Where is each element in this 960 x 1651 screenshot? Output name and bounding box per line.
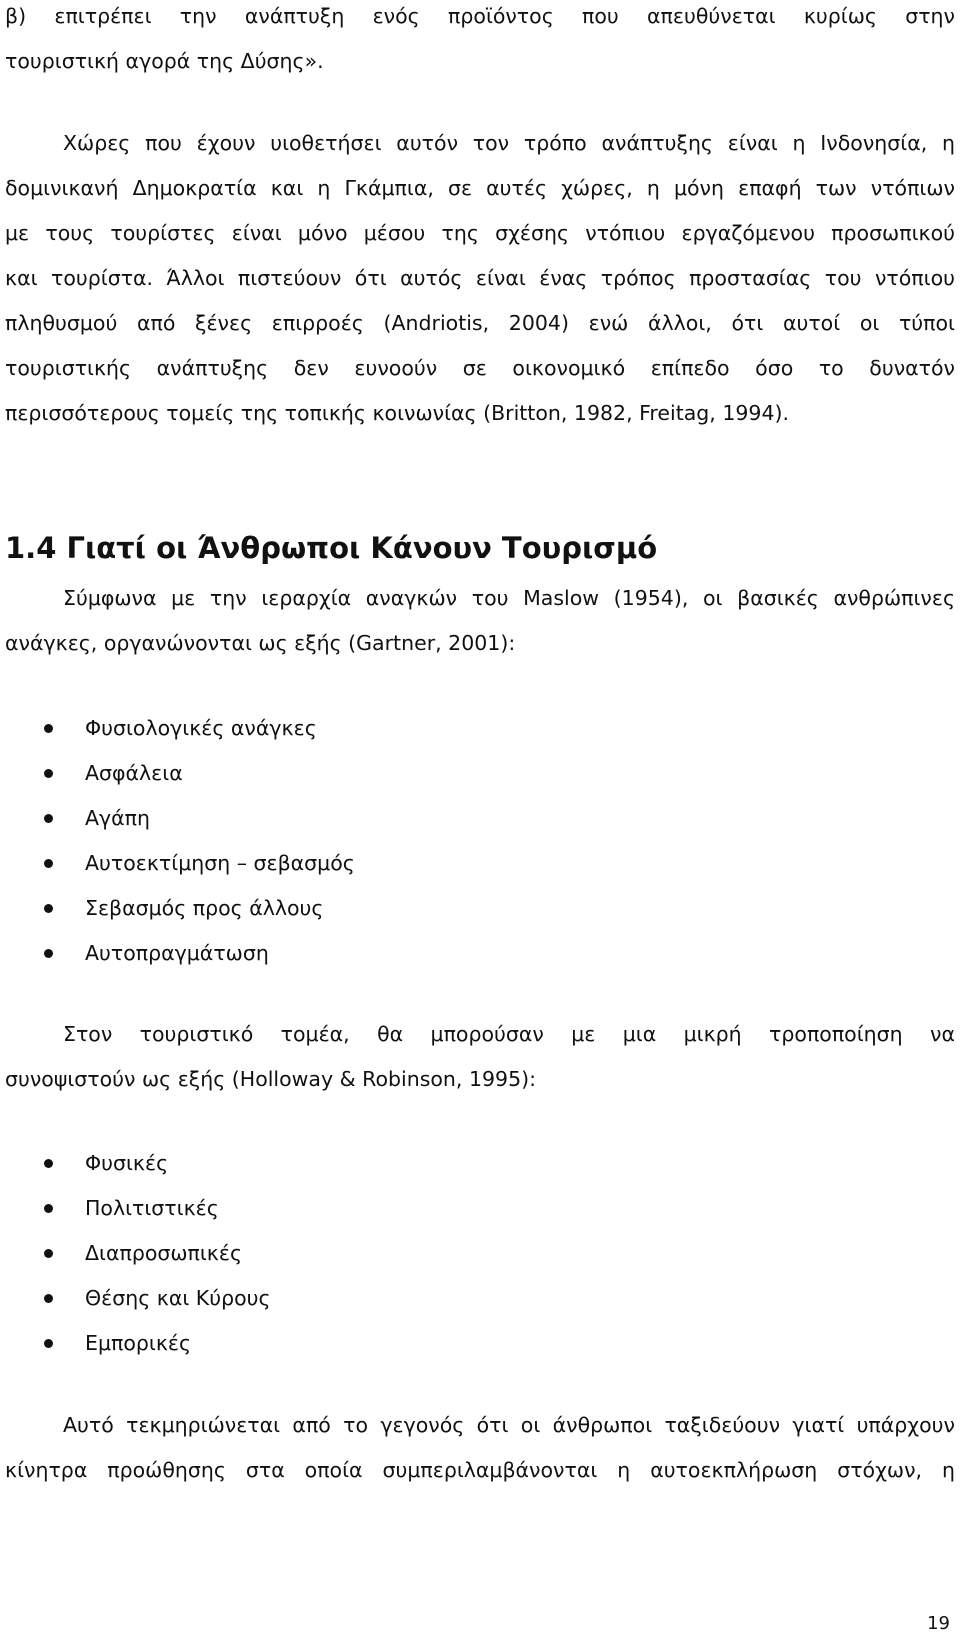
text-line: Στον τουριστικό τομέα, θα μπορούσαν με μια μικρή τροποποίηση να	[63, 1022, 955, 1046]
bullet-icon	[44, 769, 53, 778]
bullet-icon	[44, 904, 53, 913]
text-line: δομινικανή Δημοκρατία και η Γκάμπια, σε αυτές χώρες, η μόνη επαφή των ντόπιων	[5, 176, 955, 200]
text-line: και τουρίστα. Άλλοι πιστεύουν ότι αυτός είναι ένας τρόπος προστασίας του ντόπιου	[5, 266, 955, 290]
text-line: πληθυσμού από ξένες επιρροές (Andriotis, 2004) ενώ άλλοι, ότι αυτοί οι τύποι	[5, 311, 955, 335]
bullet-icon	[44, 859, 53, 868]
text-line: Σύμφωνα με την ιεραρχία αναγκών του Maslow (1954), οι βασικές ανθρώπινες	[63, 586, 955, 610]
text-line: κίνητρα προώθησης στα οποία συμπεριλαμβάνονται η αυτοεκπλήρωση στόχων, η	[5, 1458, 955, 1482]
section-heading: 1.4 Γιατί οι Άνθρωποι Κάνουν Τουρισμό	[5, 531, 658, 565]
text-line: ανάγκες, οργανώνονται ως εξής (Gartner, 2001):	[5, 631, 516, 655]
bullet-icon	[44, 1159, 53, 1168]
bullet-icon	[44, 1249, 53, 1258]
bullet-icon	[44, 1339, 53, 1348]
text-line: β) επιτρέπει την ανάπτυξη ενός προϊόντος που απευθύνεται κυρίως στην	[5, 4, 955, 28]
text-line: συνοψιστούν ως εξής (Holloway & Robinson, 1995):	[5, 1067, 537, 1091]
bullet-icon	[44, 1294, 53, 1303]
paragraph-push-factors	[5, 1403, 955, 1493]
text-line: με τους τουρίστες είναι μόνο μέσου της σχέσης ντόπιου εργαζόμενου προσωπικού	[5, 221, 955, 245]
text-line: Χώρες που έχουν υιοθετήσει αυτόν τον τρόπο ανάπτυξης είναι η Ινδονησία, η	[63, 131, 955, 155]
text-line: περισσότερους τομείς της τοπικής κοινωνίας (Britton, 1982, Freitag, 1994).	[5, 401, 790, 425]
paragraph-tourism-sector	[5, 1012, 955, 1102]
text-line: Αυτό τεκμηριώνεται από το γεγονός ότι οι άνθρωποι ταξιδεύουν γιατί υπάρχουν	[63, 1413, 955, 1437]
bullet-icon	[44, 1204, 53, 1213]
bullet-icon	[44, 724, 53, 733]
bullet-icon	[44, 814, 53, 823]
text-line: τουριστική αγορά της Δύσης».	[5, 49, 324, 73]
document-page: β) επιτρέπει την ανάπτυξη ενός προϊόντος που απευθύνεται κυρίως στην τουριστική αγορά της Δύσης». Χώρες που έχουν υιοθετήσει αυτόν τον τρόπο ανάπτυξης είναι η Ινδονησία, η δομινικανή Δημοκρατία και η Γκάμπια, σε αυτές χώρες, η μόνη επαφή των ντόπιων με τους τουρίστες είναι μόνο μέσου της σχέσης ντόπιου εργαζόμενου προσωπικού και τουρίστα. Άλλοι πιστεύουν ότι αυτός είναι ένας τρόπος προστασίας του ντόπιου πληθυσμού από ξένες επιρροές (Andriotis, 2004) ενώ άλλοι, ότι αυτοί οι τύποι τουριστικής ανάπτυξης δεν ευνοούν σε οικονομικό επίπεδο όσο το δυνατόν περισσότερους τομείς της τοπικής κοινωνίας (Britton, 1982, Freitag, 1994). 1.4 Γιατί οι Άνθρωποι Κάνουν Τουρισμό Σύμφωνα με την ιεραρχία αναγκών του Maslow (1954), οι βασικές ανθρώπινες ανάγκες, οργανώνονται ως εξής (Gartner, 2001): Φυσιολογικές ανάγκες Ασφάλεια Αγάπη Αυτοεκτίμηση – σεβασμός Σεβασμός προς άλλους Αυτοπραγμάτωση Στον τουριστικό τομέα, θα μπορούσαν με μια μικρή τροποποίηση να συνοψιστούν ως εξής (Holloway & Robinson, 1995): Φυσικές Πολιτιστικές Διαπροσωπικές Θέσης και Κύρους Εμπορικές Αυτό τεκμηριώνεται από το γεγονός ότι οι άνθρωποι ταξιδεύουν γιατί υπάρχουν κίνητρα προώθησης στα οποία συμπεριλαμβάνονται η αυτοεκπλήρωση στόχων, η 19	[0, 0, 960, 1651]
paragraph-continuation	[5, 0, 955, 84]
text-line: τουριστικής ανάπτυξης δεν ευνοούν σε οικονομικό επίπεδο όσο το δυνατόν	[5, 356, 955, 380]
paragraph-development-countries	[5, 121, 955, 436]
page-number: 19	[927, 1613, 950, 1634]
paragraph-maslow	[5, 576, 955, 666]
bullet-icon	[44, 949, 53, 958]
